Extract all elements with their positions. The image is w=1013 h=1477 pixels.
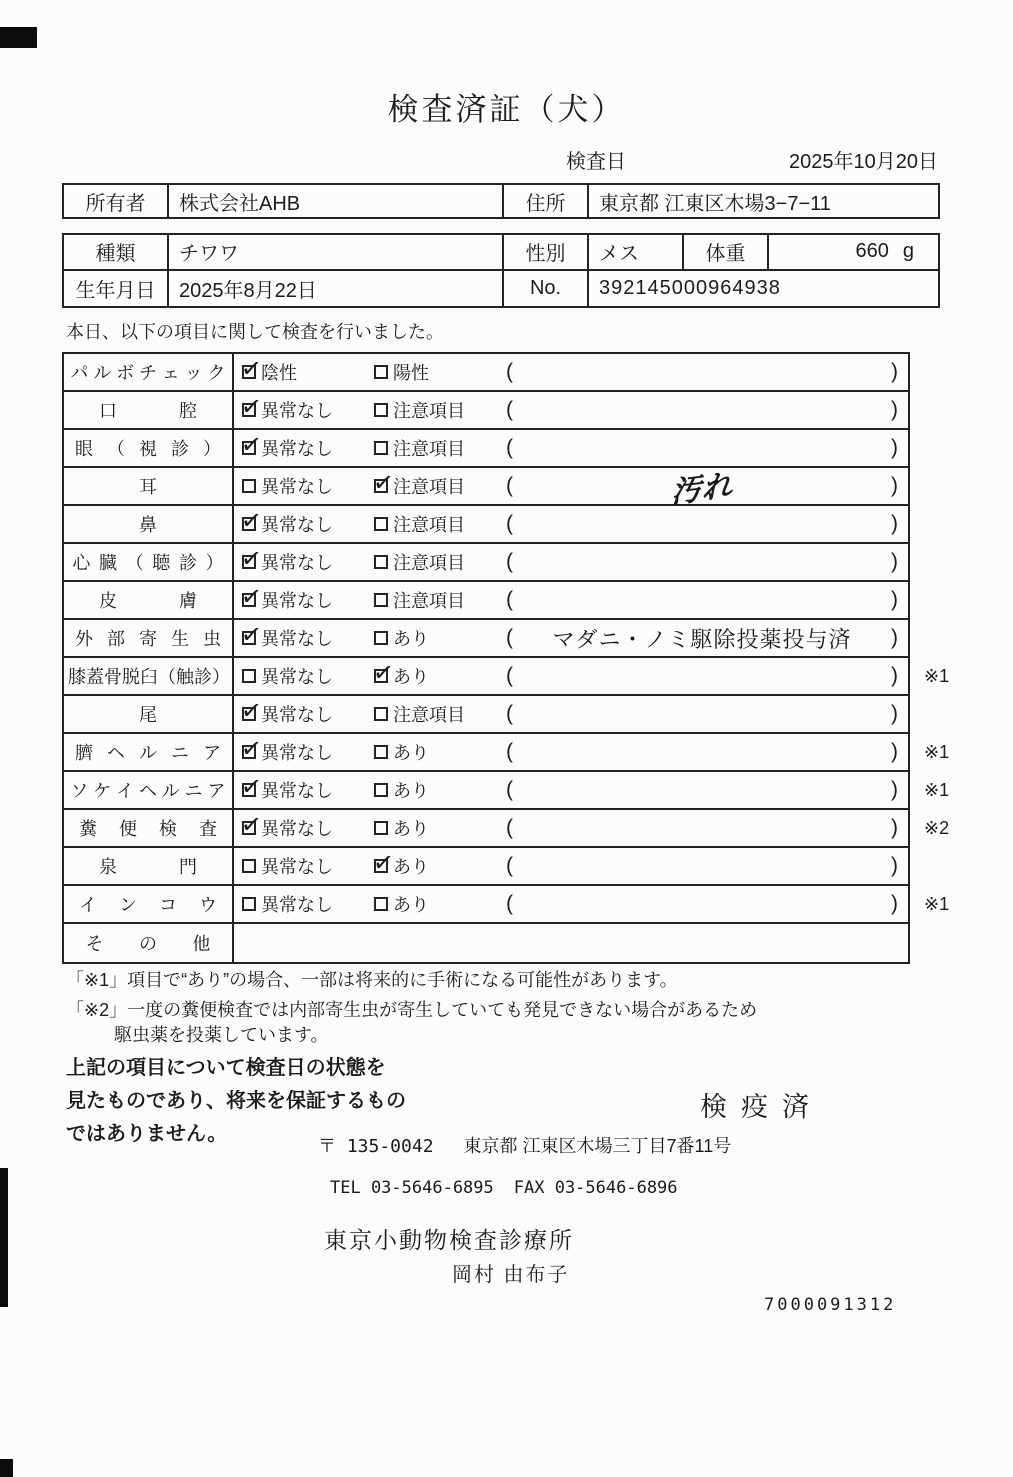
remark-label: ※2	[924, 817, 950, 838]
opt1-label: 異常なし	[261, 553, 333, 573]
paren-open: (	[506, 436, 513, 459]
result-field	[506, 354, 898, 390]
opt1-label: 異常なし	[261, 895, 333, 915]
paren-close: )	[891, 778, 898, 801]
opt1-label: 異常なし	[261, 439, 333, 459]
table-row-heart	[64, 544, 908, 582]
paren-close: )	[891, 626, 898, 649]
opt2-label: 注意項目	[393, 401, 465, 421]
paren-open: (	[506, 588, 513, 611]
checkbox-present[interactable]	[374, 821, 388, 835]
result-field	[506, 772, 898, 808]
clinic-address: 東京都 江東区木場三丁目7番11号	[463, 1136, 732, 1156]
opt2-label: 注意項目	[393, 439, 465, 459]
paren-close: )	[891, 512, 898, 535]
checkbox-present[interactable]	[374, 745, 388, 759]
checkbox-caution[interactable]	[374, 555, 388, 569]
exam-item-label: 皮 膚	[64, 582, 234, 618]
result-field	[506, 468, 898, 511]
opt2-label: あり	[393, 781, 429, 801]
telfax-row	[330, 1178, 678, 1198]
paren-close: )	[891, 664, 898, 687]
result-field	[506, 848, 898, 884]
opt2-label: あり	[393, 743, 429, 763]
scan-artifact	[0, 27, 37, 48]
exam-item-label: ソ ケ イ ヘ ル ニ ア	[64, 772, 234, 808]
opt1-label: 異常なし	[261, 857, 333, 877]
birthdate-value: 2025年8月22日	[167, 271, 502, 307]
checkbox-no-abnormality[interactable]	[242, 631, 256, 645]
result-field	[506, 658, 898, 694]
exam-item-label: 鼻	[64, 506, 234, 542]
checkbox-no-abnormality[interactable]	[242, 517, 256, 531]
scan-artifact	[0, 1459, 13, 1477]
weight-label: 体重	[682, 235, 767, 269]
opt2-label: あり	[393, 629, 429, 649]
pet-info-table	[62, 233, 940, 308]
table-row-external-parasites	[64, 620, 908, 658]
sex-label: 性別	[502, 235, 587, 269]
exam-item-label: パ ル ボ チ ェ ッ ク	[64, 354, 234, 390]
checkbox-caution[interactable]	[374, 517, 388, 531]
opt1-label: 異常なし	[261, 401, 333, 421]
checkbox-no-abnormality[interactable]	[242, 441, 256, 455]
opt2-label: 陽性	[393, 363, 429, 383]
exam-item-label: 泉 門	[64, 848, 234, 884]
opt1-label: 異常なし	[261, 819, 333, 839]
fax-number: FAX 03-5646-6896	[513, 1178, 678, 1198]
checkbox-no-abnormality[interactable]	[242, 669, 256, 683]
paren-open: (	[506, 702, 513, 725]
remark-label: ※1	[924, 779, 950, 800]
checkbox-present[interactable]	[374, 669, 388, 683]
opt1-label: 異常なし	[261, 667, 333, 687]
paren-close: )	[891, 436, 898, 459]
opt2-label: 注意項目	[393, 705, 465, 725]
exam-table	[62, 352, 950, 964]
paren-open: (	[506, 740, 513, 763]
opt2-label: 注意項目	[393, 553, 465, 573]
examiner-name: 岡村 由布子	[452, 1264, 570, 1286]
remark-label: ※1	[924, 665, 950, 686]
paren-open: (	[506, 664, 513, 687]
remark-label: ※1	[924, 893, 950, 914]
checkbox-no-abnormality[interactable]	[242, 859, 256, 873]
scan-artifact	[0, 1168, 8, 1307]
paren-close: )	[891, 360, 898, 383]
exam-item-label: 口 腔	[64, 392, 234, 428]
paren-close: )	[891, 550, 898, 573]
checkbox-present[interactable]	[374, 631, 388, 645]
footnote-2-line1: 「※2」一度の糞便検査では内部寄生虫が寄生していても発見できない場合があるため	[66, 1000, 758, 1020]
result-field	[506, 544, 898, 580]
opt1-label: 異常なし	[261, 591, 333, 611]
paren-open: (	[506, 398, 513, 421]
opt1-label: 陰性	[261, 363, 297, 383]
checkbox-caution[interactable]	[374, 707, 388, 721]
table-row-other	[64, 924, 908, 962]
paren-open: (	[506, 474, 513, 497]
table-row-parvo	[64, 354, 908, 392]
address-value: 東京都 江東区木場3−7−11	[587, 185, 938, 217]
opt1-label: 異常なし	[261, 743, 333, 763]
opt1-label: 異常なし	[261, 515, 333, 535]
opt1-label: 異常なし	[261, 629, 333, 649]
table-row-ears	[64, 468, 908, 511]
table-row-inguinal-hernia	[64, 772, 950, 810]
paren-open: (	[506, 360, 513, 383]
checkbox-no-abnormality[interactable]	[242, 745, 256, 759]
exam-item-label: 糞 便 検 査	[64, 810, 234, 846]
paren-open: (	[506, 626, 513, 649]
disclaimer-line: 見たものであり、将来を保証するもの	[66, 1090, 406, 1112]
paren-close: )	[891, 588, 898, 611]
paren-close: )	[891, 398, 898, 421]
exam-item-label: そ の 他	[64, 924, 234, 962]
checkbox-no-abnormality[interactable]	[242, 821, 256, 835]
checkbox-no-abnormality[interactable]	[242, 479, 256, 493]
owner-table	[62, 183, 940, 219]
checkbox-no-abnormality[interactable]	[242, 593, 256, 607]
exam-item-label: 耳	[64, 468, 234, 504]
tel-number: TEL 03-5646-6895	[330, 1178, 494, 1198]
document-code: 7000091312	[764, 1295, 897, 1315]
weight-value-cell	[767, 235, 938, 269]
disclaimer-line: ではありません。	[66, 1123, 228, 1145]
paren-close: )	[891, 816, 898, 839]
opt2-label: あり	[393, 819, 429, 839]
result-field	[506, 582, 898, 618]
no-label: No.	[502, 271, 587, 307]
document-title: 検査済証（犬）	[387, 92, 626, 127]
paren-open: (	[506, 854, 513, 877]
result-field	[506, 734, 898, 770]
paren-open: (	[506, 816, 513, 839]
owner-value: 株式会社AHB	[167, 185, 502, 217]
owner-label: 所有者	[85, 192, 146, 215]
checkbox-caution[interactable]	[374, 479, 388, 493]
exam-item-label: 臍 ヘ ル ニ ア	[64, 734, 234, 770]
table-row-fontanelle	[64, 848, 908, 886]
checkbox-no-abnormality[interactable]	[242, 897, 256, 911]
table-row-cryptorchidism	[64, 886, 950, 924]
breed-value: チワワ	[167, 235, 502, 269]
paren-close: )	[891, 740, 898, 763]
breed-label: 種類	[95, 243, 136, 266]
table-row-oral	[64, 392, 908, 430]
exam-date-value: 2025年10月20日	[789, 151, 938, 173]
checkbox-no-abnormality[interactable]	[242, 555, 256, 569]
table-row-skin	[64, 582, 908, 620]
exam-item-label: 膝 蓋 骨 脱 臼 （ 触 診 ）	[64, 658, 234, 694]
opt2-label: 注意項目	[393, 591, 465, 611]
opt2-label: 注意項目	[393, 515, 465, 535]
opt1-label: 異常なし	[261, 781, 333, 801]
footnote-2-line2: 駆虫薬を投薬しています。	[114, 1025, 329, 1045]
opt2-label: あり	[393, 857, 429, 877]
exam-date-label: 検査日	[566, 151, 626, 173]
paren-open: (	[506, 512, 513, 535]
postal-code: 〒 135-0042	[318, 1136, 434, 1157]
birthdate-label: 生年月日	[75, 279, 156, 302]
paren-close: )	[891, 474, 898, 497]
checkbox-caution[interactable]	[374, 403, 388, 417]
table-row-patella	[64, 658, 950, 696]
table-row-tail	[64, 696, 908, 734]
checkbox-negative[interactable]	[242, 365, 256, 379]
checkbox-present[interactable]	[374, 897, 388, 911]
paren-close: )	[891, 892, 898, 915]
exam-item-label: 外 部 寄 生 虫	[64, 620, 234, 656]
opt2-label: あり	[393, 667, 429, 687]
quarantine-stamp: 検疫済	[700, 1092, 823, 1122]
exam-item-label: 心 臓 （ 聴 診 ）	[64, 544, 234, 580]
id-number-value: 392145000964938	[587, 271, 938, 307]
exam-item-label: 眼 （ 視 診 ）	[64, 430, 234, 466]
result-field	[506, 886, 898, 922]
paren-open: (	[506, 778, 513, 801]
paren-close: )	[891, 854, 898, 877]
weight-value: 660	[855, 240, 889, 263]
handwritten-note: 汚れ	[670, 468, 734, 511]
sex-value: メス	[587, 235, 682, 269]
remark-label: ※1	[924, 741, 950, 762]
opt2-label: あり	[393, 895, 429, 915]
exam-item-label: 尾	[64, 696, 234, 732]
checkbox-caution[interactable]	[374, 441, 388, 455]
paren-open: (	[506, 892, 513, 915]
footnote-1: 「※1」項目で“あり”の場合、一部は将来的に手術になる可能性があります。	[66, 970, 678, 990]
result-field	[506, 620, 898, 656]
exam-item-label: イ ン コ ウ	[64, 886, 234, 922]
result-field	[506, 696, 898, 732]
checkbox-caution[interactable]	[374, 593, 388, 607]
result-field	[506, 506, 898, 542]
opt2-label: 注意項目	[393, 477, 465, 497]
table-row-fecal-exam	[64, 810, 950, 848]
checkbox-positive[interactable]	[374, 365, 388, 379]
checkbox-present[interactable]	[374, 783, 388, 797]
postal-address-row	[318, 1132, 731, 1158]
clinic-name: 東京小動物検査診療所	[324, 1227, 574, 1253]
opt1-label: 異常なし	[261, 705, 333, 725]
table-row-umbilical-hernia	[64, 734, 950, 772]
checkbox-present[interactable]	[374, 859, 388, 873]
paren-close: )	[891, 702, 898, 725]
checkbox-no-abnormality[interactable]	[242, 707, 256, 721]
address-label: 住所	[502, 185, 587, 217]
weight-unit: g	[902, 240, 914, 263]
opt1-label: 異常なし	[261, 477, 333, 497]
checkbox-no-abnormality[interactable]	[242, 783, 256, 797]
paren-open: (	[506, 550, 513, 573]
disclaimer-line: 上記の項目について検査日の状態を	[66, 1057, 386, 1079]
checkbox-no-abnormality[interactable]	[242, 403, 256, 417]
result-field	[506, 810, 898, 846]
table-row-nose	[64, 506, 908, 544]
result-field	[506, 392, 898, 428]
result-note: マダニ・ノミ駆除投薬投与済	[552, 626, 852, 652]
intro-text: 本日、以下の項目に関して検査を行いました。	[66, 322, 444, 342]
exam-date-row	[566, 145, 938, 174]
